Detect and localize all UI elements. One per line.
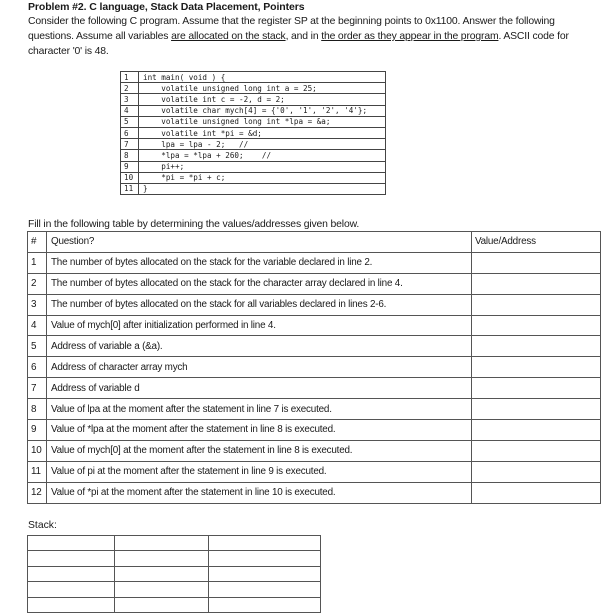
question-text: Value of *pi at the moment after the statement in line 10 is executed.: [46, 482, 471, 503]
question-number: 9: [28, 420, 47, 441]
stack-cell[interactable]: [28, 597, 115, 612]
question-number: 4: [28, 315, 47, 336]
intro-text-3: . ASCII code for character '0' is 48.: [28, 31, 569, 57]
stack-cell[interactable]: [115, 566, 209, 581]
header-num: #: [28, 232, 47, 253]
code-line-number: 11: [121, 183, 139, 194]
question-row: [28, 420, 601, 441]
answer-cell[interactable]: [471, 294, 600, 315]
code-line-number: 4: [121, 105, 139, 116]
question-row: [28, 482, 601, 503]
code-line: [121, 150, 386, 161]
problem-title: Problem #2. C language, Stack Data Placement, Pointers: [28, 1, 305, 13]
question-text: The number of bytes allocated on the stack for all variables declared in lines 2-6.: [46, 294, 471, 315]
intro-underline-1: are allocated on the stack: [171, 31, 286, 42]
code-line-text: *lpa = *lpa + 260; //: [139, 150, 386, 161]
code-line-number: 3: [121, 94, 139, 105]
code-line: [121, 116, 386, 127]
problem-intro: [28, 14, 588, 59]
question-row: [28, 252, 601, 273]
stack-cell[interactable]: [209, 566, 321, 581]
answer-cell[interactable]: [471, 482, 600, 503]
question-number: 5: [28, 336, 47, 357]
intro-text-1: Consider the following C program. Assume that the register SP at the beginning points to 0x1100. Answer the following questions. Assume all variables: [28, 16, 555, 42]
intro-underline-2: the order as they appear in the program: [321, 31, 499, 42]
code-line-number: 1: [121, 72, 139, 83]
answer-cell[interactable]: [471, 252, 600, 273]
question-number: 12: [28, 482, 47, 503]
code-line: [121, 83, 386, 94]
code-line-text: lpa = lpa - 2; //: [139, 139, 386, 150]
answer-cell[interactable]: [471, 440, 600, 461]
stack-label: Stack:: [28, 520, 57, 531]
code-line-number: 5: [121, 116, 139, 127]
stack-cell[interactable]: [209, 536, 321, 551]
answer-cell[interactable]: [471, 399, 600, 420]
code-line-text: pi++;: [139, 161, 386, 172]
question-text: Address of variable a (&a).: [46, 336, 471, 357]
code-line: [121, 139, 386, 150]
code-line-text: volatile unsigned long int *lpa = &a;: [139, 116, 386, 127]
answer-cell[interactable]: [471, 357, 600, 378]
question-text: Value of lpa at the moment after the statement in line 7 is executed.: [46, 399, 471, 420]
question-row: [28, 440, 601, 461]
code-line-text: volatile char mych[4] = {'0', '1', '2', '4'};: [139, 105, 386, 116]
code-line-number: 6: [121, 127, 139, 138]
question-number: 10: [28, 440, 47, 461]
intro-text-2: , and in: [285, 31, 322, 42]
question-row: [28, 399, 601, 420]
code-line-text: int main( void ) {: [139, 72, 386, 83]
fill-instruction: Fill in the following table by determining the values/addresses given below.: [28, 219, 360, 230]
code-line-number: 2: [121, 83, 139, 94]
question-text: The number of bytes allocated on the stack for the character array declared in line 4.: [46, 273, 471, 294]
code-line: [121, 94, 386, 105]
code-line-text: }: [139, 183, 386, 194]
question-number: 7: [28, 378, 47, 399]
header-question: Question?: [46, 232, 471, 253]
code-line-text: *pi = *pi + c;: [139, 172, 386, 183]
stack-cell[interactable]: [209, 597, 321, 612]
code-line: [121, 172, 386, 183]
code-line: [121, 127, 386, 138]
answer-cell[interactable]: [471, 336, 600, 357]
stack-cell[interactable]: [115, 582, 209, 597]
answer-cell[interactable]: [471, 273, 600, 294]
question-text: Address of character array mych: [46, 357, 471, 378]
code-line-number: 10: [121, 172, 139, 183]
code-listing: [120, 71, 386, 195]
answer-cell[interactable]: [471, 461, 600, 482]
question-row: [28, 294, 601, 315]
stack-row: [28, 566, 321, 581]
stack-cell[interactable]: [209, 551, 321, 566]
stack-table: [27, 535, 321, 613]
code-line-number: 8: [121, 150, 139, 161]
question-table: [27, 231, 601, 504]
answer-cell[interactable]: [471, 420, 600, 441]
stack-cell[interactable]: [28, 566, 115, 581]
header-answer: Value/Address: [471, 232, 600, 253]
code-line-text: volatile unsigned long int a = 25;: [139, 83, 386, 94]
question-text: The number of bytes allocated on the stack for the variable declared in line 2.: [46, 252, 471, 273]
code-line-number: 7: [121, 139, 139, 150]
stack-row: [28, 551, 321, 566]
stack-cell[interactable]: [115, 536, 209, 551]
code-line-text: volatile int c = -2, d = 2;: [139, 94, 386, 105]
answer-cell[interactable]: [471, 378, 600, 399]
stack-cell[interactable]: [28, 551, 115, 566]
code-line: [121, 105, 386, 116]
stack-row: [28, 597, 321, 612]
code-line: [121, 161, 386, 172]
question-text: Value of *lpa at the moment after the statement in line 8 is executed.: [46, 420, 471, 441]
stack-cell[interactable]: [115, 551, 209, 566]
question-text: Value of pi at the moment after the statement in line 9 is executed.: [46, 461, 471, 482]
question-number: 11: [28, 461, 47, 482]
question-number: 2: [28, 273, 47, 294]
question-number: 8: [28, 399, 47, 420]
stack-cell[interactable]: [28, 536, 115, 551]
answer-cell[interactable]: [471, 315, 600, 336]
stack-cell[interactable]: [115, 597, 209, 612]
question-row: [28, 315, 601, 336]
question-row: [28, 336, 601, 357]
question-row: [28, 378, 601, 399]
stack-cell[interactable]: [28, 582, 115, 597]
stack-cell[interactable]: [209, 582, 321, 597]
stack-row: [28, 536, 321, 551]
question-row: [28, 357, 601, 378]
question-row: [28, 461, 601, 482]
question-text: Value of mych[0] after initialization performed in line 4.: [46, 315, 471, 336]
question-text: Address of variable d: [46, 378, 471, 399]
code-line: [121, 72, 386, 83]
question-table-header: [28, 232, 601, 253]
question-number: 1: [28, 252, 47, 273]
stack-row: [28, 582, 321, 597]
question-number: 3: [28, 294, 47, 315]
code-line-number: 9: [121, 161, 139, 172]
code-line-text: volatile int *pi = &d;: [139, 127, 386, 138]
question-text: Value of mych[0] at the moment after the statement in line 8 is executed.: [46, 440, 471, 461]
question-row: [28, 273, 601, 294]
question-number: 6: [28, 357, 47, 378]
code-line: [121, 183, 386, 194]
